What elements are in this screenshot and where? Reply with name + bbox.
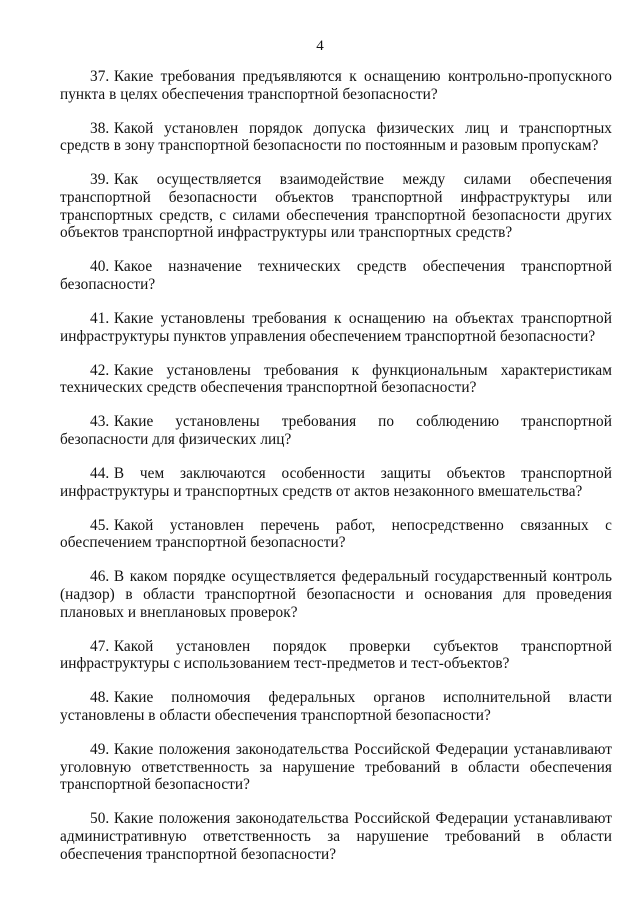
question-list bbox=[60, 68, 612, 880]
question-item bbox=[60, 465, 612, 500]
question-item bbox=[60, 568, 612, 621]
question-number: 49. bbox=[90, 741, 110, 759]
question-number: 48. bbox=[90, 689, 110, 707]
question-number: 38. bbox=[90, 119, 110, 137]
question-number: 42. bbox=[90, 361, 110, 379]
question-item bbox=[60, 258, 612, 293]
question-text: Какие положения законодательства Российской Федерации устанавливают уголовную ответственность за нарушение требований в области обеспечения транспортной безопасности? bbox=[60, 741, 612, 794]
question-text: Какой установлен порядок допуска физических лиц и транспортных средств в зону транспортной безопасности по постоянным и разовым пропускам? bbox=[60, 119, 612, 155]
question-item bbox=[60, 517, 612, 552]
page-number: 4 bbox=[316, 38, 324, 54]
question-item bbox=[60, 310, 612, 345]
question-text: Какие требования предъявляются к оснащению контрольно-пропускного пункта в целях обеспечения транспортной безопасности? bbox=[60, 68, 612, 103]
question-item bbox=[60, 120, 612, 155]
question-number: 41. bbox=[90, 309, 110, 327]
question-text: В чем заключаются особенности защиты объектов транспортной инфраструктуры и транспортных средств от актов незаконного вмешательства? bbox=[60, 465, 612, 500]
question-number: 44. bbox=[90, 465, 110, 482]
question-text: Какое назначение технических средств обеспечения транспортной безопасности? bbox=[60, 258, 612, 293]
question-text: Какие установлены требования по соблюдению транспортной безопасности для физических лиц? bbox=[60, 413, 612, 448]
question-number: 47. bbox=[90, 637, 110, 655]
question-item bbox=[60, 413, 612, 448]
question-text: Какой установлен перечень работ, непосредственно связанных с обеспечением транспортной безопасности? bbox=[60, 516, 612, 552]
question-text: Как осуществляется взаимодействие между силами обеспечения транспортной безопасности объектов транспортной инфраструктуры или транспортных средств, с силами обеспечения транспортной безопасности других объектов транспортной инфраструктуры или транспортных средств? bbox=[60, 171, 612, 242]
question-text: Какой установлен порядок проверки субъектов транспортной инфраструктуры с использованием тест-предметов и тест-объектов? bbox=[60, 637, 612, 673]
question-item bbox=[60, 362, 612, 397]
question-text: В каком порядке осуществляется федеральный государственный контроль (надзор) в области транспортной безопасности и основания для проведения плановых и внеплановых проверок? bbox=[60, 568, 612, 621]
question-item bbox=[60, 810, 612, 863]
question-item bbox=[60, 171, 612, 241]
question-item bbox=[60, 689, 612, 724]
question-number: 40. bbox=[90, 258, 110, 276]
question-text: Какие установлены требования к функциональным характеристикам технических средств обеспечения транспортной безопасности? bbox=[60, 361, 612, 397]
question-item bbox=[60, 741, 612, 794]
question-item bbox=[60, 638, 612, 673]
question-number: 43. bbox=[90, 413, 110, 431]
question-item bbox=[60, 68, 612, 103]
question-number: 39. bbox=[90, 171, 110, 189]
question-number: 50. bbox=[90, 810, 110, 828]
question-text: Какие установлены требования к оснащению на объектах транспортной инфраструктуры пунктов управления обеспечением транспортной безопасности? bbox=[60, 309, 612, 345]
question-text: Какие полномочия федеральных органов исполнительной власти установлены в области обеспечения транспортной безопасности? bbox=[60, 689, 612, 724]
question-number: 45. bbox=[90, 516, 110, 534]
question-number: 46. bbox=[90, 568, 110, 586]
question-number: 37. bbox=[90, 68, 110, 85]
question-text: Какие положения законодательства Российской Федерации устанавливают административную ответственность за нарушение требований в области обеспечения транспортной безопасности? bbox=[60, 810, 612, 863]
